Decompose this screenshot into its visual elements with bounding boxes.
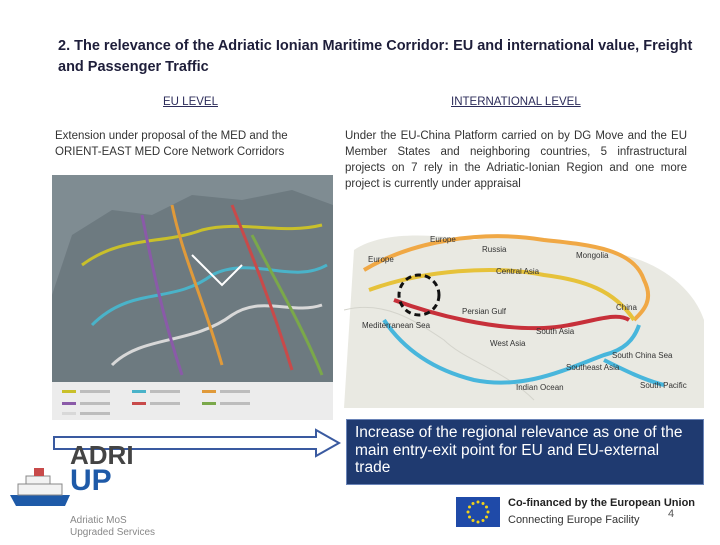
eu-level-description: Extension under proposal of the MED and the ORIENT-EAST MED Core Network Corridors <box>55 130 288 158</box>
eu-map-legend <box>52 382 333 420</box>
eu-level-heading: EU LEVEL <box>163 96 218 108</box>
adri-up-logo <box>10 440 210 540</box>
callout-box <box>346 419 704 485</box>
cef-label: Connecting Europe Facility <box>508 514 640 526</box>
map-label-south-asia: South Asia <box>536 327 575 336</box>
map-label-persian-gulf: Persian Gulf <box>462 307 507 316</box>
map-label-west-asia: West Asia <box>490 339 526 348</box>
logo-tagline-2: Upgraded Services <box>70 527 156 538</box>
logo-name-top: ADRI <box>70 440 134 470</box>
map-label-mongolia: Mongolia <box>576 251 609 260</box>
international-level-description: Under the EU-China Platform carried on by DG Move and the EU Member States and neighboring countries, 5 infrastructural projects on 7 rely in the Adriatic-Ionian Region and one more project is currently under appraisal <box>345 130 687 190</box>
map-label-china: China <box>616 303 637 312</box>
map-label-south-pacific: South Pacific <box>640 381 687 390</box>
international-level-heading: INTERNATIONAL LEVEL <box>451 96 581 108</box>
page-number: 4 <box>668 508 675 520</box>
map-label-central-asia: Central Asia <box>496 267 540 276</box>
logo-name-bottom: UP <box>70 464 112 497</box>
map-label-south-china-sea: South China Sea <box>612 351 673 360</box>
eu-flag-icon <box>456 497 500 527</box>
world-map-graphic <box>344 210 706 408</box>
cofinanced-label: Co-financed by the European Union <box>508 497 696 509</box>
map-label-indian-ocean: Indian Ocean <box>516 383 564 392</box>
map-label-russia: Russia <box>482 245 507 254</box>
map-label-europe-north: Europe <box>430 235 456 244</box>
callout-text: Increase of the regional relevance as one of the main entry-exit point for EU and EU-external trade <box>355 424 683 476</box>
silk-road-map <box>344 210 706 408</box>
logo-tagline-1: Adriatic MoS <box>70 515 127 526</box>
map-label-southeast-asia: Southeast Asia <box>566 363 620 372</box>
legend-swatches <box>52 382 333 420</box>
map-label-mediterranean-sea: Mediterranean Sea <box>362 321 431 330</box>
slide-title: 2. The relevance of the Adriatic Ionian Maritime Corridor: EU and international value, Freight and Passenger Traffic <box>58 38 693 75</box>
map-label-europe-west: Europe <box>368 255 394 264</box>
